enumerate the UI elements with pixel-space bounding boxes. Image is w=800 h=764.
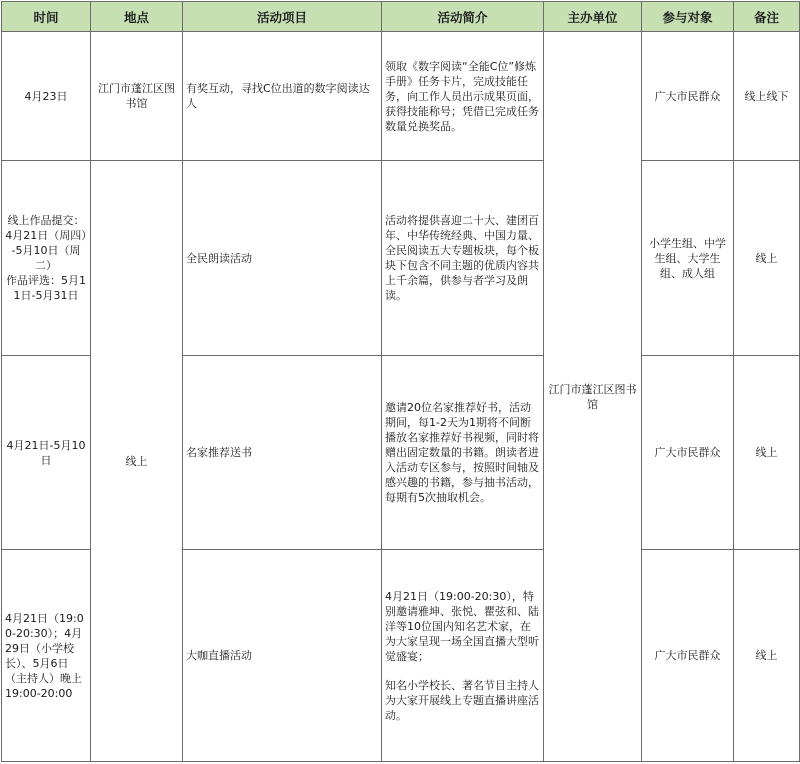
cell-project: 全民朗读活动 bbox=[183, 161, 382, 356]
cell-time: 4月21日（19:00-20:30）；4月29日（小学校长）、5月6日（主持人）晚上19:00-20:00 bbox=[2, 550, 91, 762]
header-time: 时间 bbox=[2, 2, 91, 32]
cell-intro: 领取《数字阅读“全能C位”修炼手册》任务卡片，完成技能任务，向工作人员出示成果页面，获得技能称号；凭借已完成任务数量兑换奖品。 bbox=[382, 32, 544, 161]
cell-project: 名家推荐送书 bbox=[183, 356, 382, 550]
intro-paragraph: 知名小学校长、著名节目主持人为大家开展线上专题直播讲座活动。 bbox=[385, 678, 539, 722]
cell-note: 线上 bbox=[734, 356, 800, 550]
cell-project: 有奖互动，寻找C位出道的数字阅读达人 bbox=[183, 32, 382, 161]
cell-venue: 江门市蓬江区图书馆 bbox=[91, 32, 183, 161]
cell-venue: 线上 bbox=[91, 161, 183, 762]
cell-note: 线上 bbox=[734, 550, 800, 762]
cell-time: 4月23日 bbox=[2, 32, 91, 161]
header-project: 活动项目 bbox=[183, 2, 382, 32]
header-audience: 参与对象 bbox=[642, 2, 734, 32]
header-venue: 地点 bbox=[91, 2, 183, 32]
cell-time: 线上作品提交：4月21日（周四）-5月10日（周二） 作品评选：5月11日-5月31日 bbox=[2, 161, 91, 356]
cell-audience: 广大市民群众 bbox=[642, 32, 734, 161]
cell-intro: 活动将提供喜迎二十大、建团百年、中华传统经典、中国力量、全民阅读五大专题板块，每个板块下包含不同主题的优质内容共上千余篇，供参与者学习及朗读。 bbox=[382, 161, 544, 356]
intro-paragraph: 4月21日（19:00-20:30），特别邀请雅坤、张悦、瞿弦和、陆洋等10位国内知名艺术家，在为大家呈现一场全国直播大型听觉盛宴； bbox=[385, 589, 539, 663]
cell-audience: 小学生组、中学生组、大学生组、成人组 bbox=[642, 161, 734, 356]
cell-audience: 广大市民群众 bbox=[642, 356, 734, 550]
cell-intro: 邀请20位名家推荐好书，活动期间，每1-2天为1期将不间断播放名家推荐好书视频，同时将赠出固定数量的书籍。朗读者进入活动专区参与，按照时间轴及感兴趣的书籍，参与抽书活动，每期有5次抽取机会。 bbox=[382, 356, 544, 550]
cell-intro bbox=[382, 550, 544, 762]
header-row bbox=[2, 2, 800, 32]
header-note: 备注 bbox=[734, 2, 800, 32]
cell-audience: 广大市民群众 bbox=[642, 550, 734, 762]
cell-note: 线上线下 bbox=[734, 32, 800, 161]
header-organizer: 主办单位 bbox=[544, 2, 642, 32]
header-intro: 活动简介 bbox=[382, 2, 544, 32]
cell-time: 4月21日-5月10日 bbox=[2, 356, 91, 550]
cell-organizer: 江门市蓬江区图书馆 bbox=[544, 32, 642, 762]
cell-note: 线上 bbox=[734, 161, 800, 356]
cell-project: 大咖直播活动 bbox=[183, 550, 382, 762]
table-row bbox=[2, 161, 800, 356]
table-row bbox=[2, 32, 800, 161]
activity-schedule-table bbox=[1, 1, 800, 762]
